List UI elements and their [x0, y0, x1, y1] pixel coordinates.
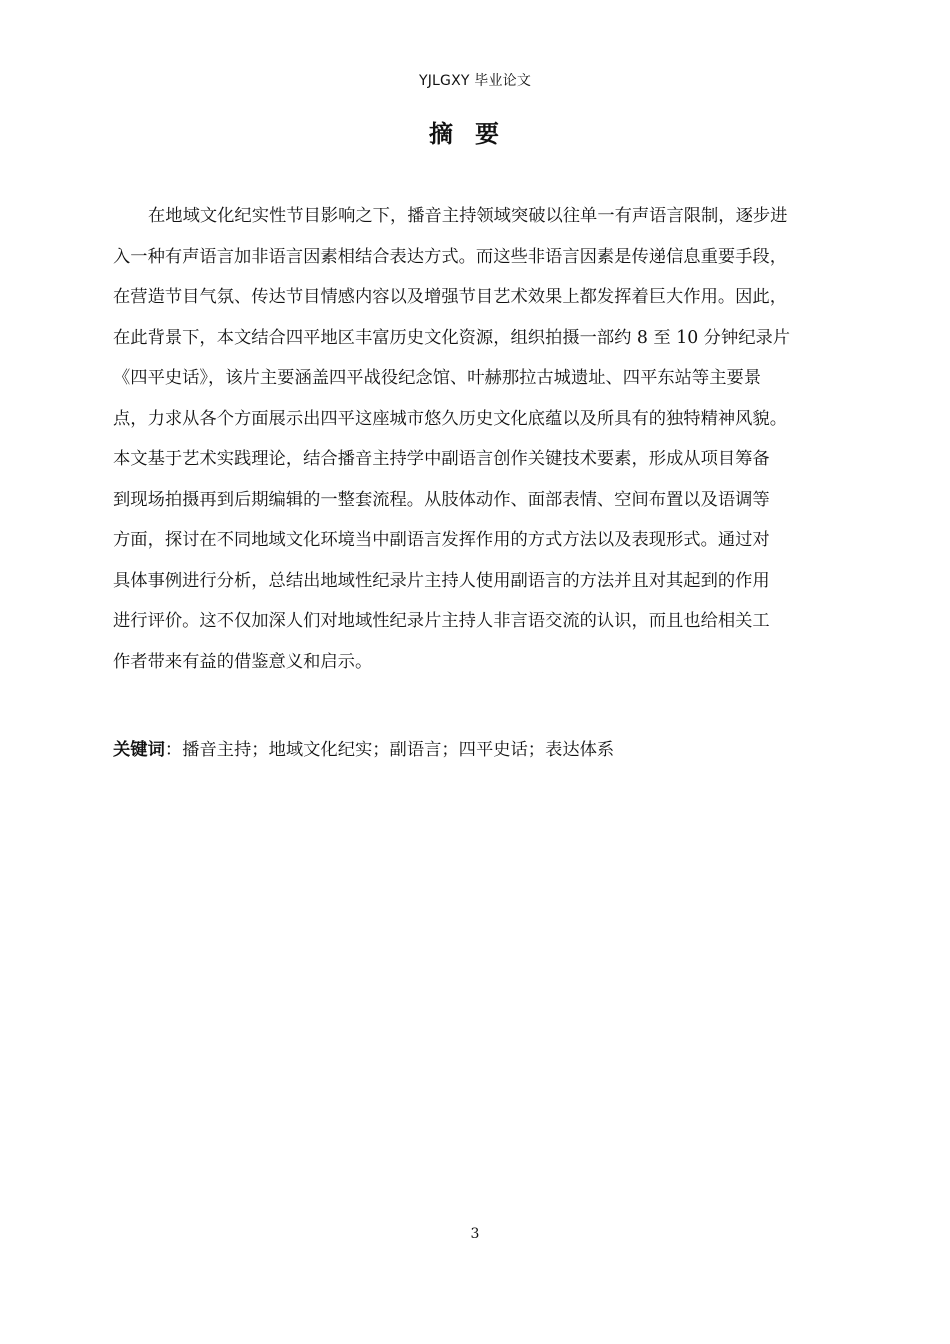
abstract-body [113, 196, 843, 682]
keywords-separator: ： [164, 740, 183, 760]
keywords-label: 关键词 [113, 740, 165, 760]
abstract-line: 在营造节目气氛、传达节目情感内容以及增强节目艺术效果上都发挥着巨大作用。因此， [113, 287, 787, 307]
abstract-line: 方面，探讨在不同地域文化环境当中副语言发挥作用的方式方法以及表现形式。通过对 [113, 530, 770, 550]
abstract-line: 具体事例进行分析，总结出地域性纪录片主持人使用副语言的方法并且对其起到的作用 [113, 570, 770, 591]
abstract-line: 在此背景下，本文结合四平地区丰富历史文化资源，组织拍摄一部约 8 至 10 分钟纪录片 [113, 327, 791, 348]
page-number: 3 [470, 1226, 480, 1242]
abstract-line: 本文基于艺术实践理论，结合播音主持学中副语言创作关键技术要素，形成从项目筹备 [113, 449, 770, 469]
abstract-line: 到现场拍摄再到后期编辑的一整套流程。从肢体动作、面部表情、空间布置以及语调等 [113, 489, 770, 510]
abstract-line: 进行评价。这不仅加深人们对地域性纪录片主持人非言语交流的认识，而且也给相关工 [113, 611, 770, 631]
abstract-line: 点，力求从各个方面展示出四平这座城市悠久历史文化底蕴以及所具有的独特精神风貌。 [113, 408, 787, 429]
abstract-line: 在地域文化纪实性节目影响之下，播音主持领域突破以往单一有声语言限制，逐步进 [148, 206, 788, 226]
keywords-line [113, 736, 843, 764]
keywords-text: 播音主持；地域文化纪实；副语言；四平史话；表达体系 [182, 740, 615, 760]
page-header: YJLGXY 毕业论文 [418, 73, 532, 89]
abstract-line: 《四平史话》，该片主要涵盖四平战役纪念馆、叶赫那拉古城遗址、四平东站等主要景 [113, 368, 762, 388]
abstract-line: 作者带来有益的借鉴意义和启示。 [113, 651, 373, 672]
page-title: 摘要 [429, 120, 521, 148]
abstract-line: 入一种有声语言加非语言因素相结合表达方式。而这些非语言因素是传递信息重要手段， [113, 246, 787, 267]
